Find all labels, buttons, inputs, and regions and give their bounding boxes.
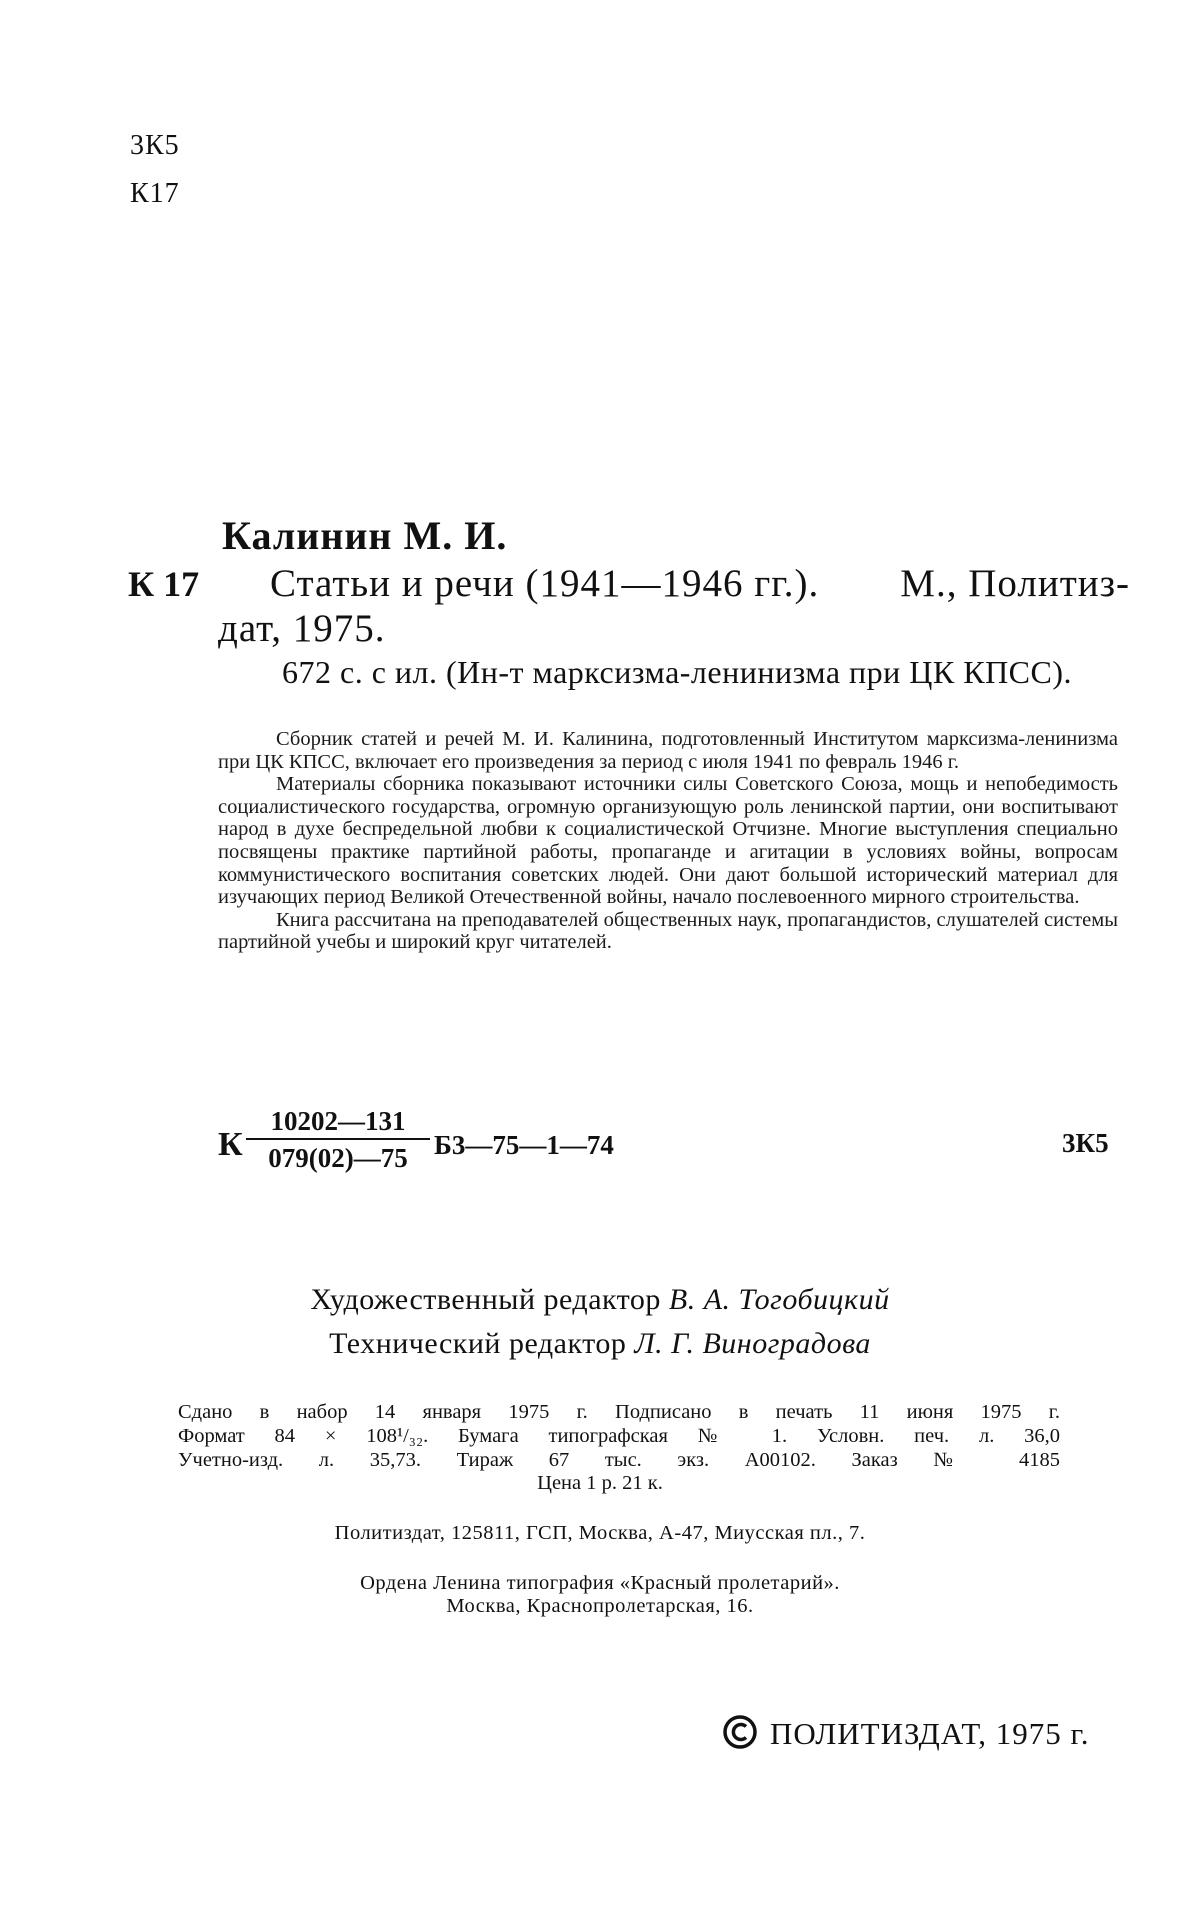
annotation-paragraph: Книга рассчитана на преподавателей общественных наук, пропагандистов, слушателей системы партийной учебы и широкий круг читателей. (218, 908, 1118, 954)
printer-name: Ордена Ленина типография «Красный пролетарий». (360, 1572, 840, 1594)
technical-editor-label: Технический редактор (329, 1327, 627, 1360)
formula-numerator: 10202—131 (270, 1106, 406, 1136)
book-title: Статьи и речи (1941—1946 гг.). (270, 562, 820, 605)
art-editor-label: Художественный редактор (310, 1283, 661, 1316)
copyright (722, 1714, 1089, 1752)
formula-denominator: 079(02)—75 (268, 1143, 408, 1173)
copyright-text: ПОЛИТИЗДАТ, 1975 г. (770, 1716, 1090, 1751)
copyright-icon (722, 1714, 758, 1750)
art-editor (0, 1283, 1200, 1317)
imprint (178, 1400, 1060, 1472)
card-index: К 17 (128, 564, 200, 604)
printer-address: Москва, Краснопролетарская, 16. (446, 1595, 754, 1617)
technical-editor (0, 1327, 1200, 1361)
annotation-paragraph: Материалы сборника показывают источники силы Советского Союза, мощь и непобедимость социалистического государства, огромную организующую роль ленинской партии, они воспитывают народ в духе беспредельной любви к социалистической Отчизне. Многие выступления специально посвящены практике партийной работы, пропаганде и агитации в условиях войны, вопросам коммунистического воспитания советских людей. Они дают большой исторический материал для изучающих период Великой Отечественной войны, начало послевоенного мирного строительства. (218, 773, 1118, 909)
classification-code-line2: К17 (130, 178, 180, 209)
book-title-line2: дат, 1975. (218, 607, 386, 650)
publisher-address: Политиздат, 125811, ГСП, Москва, А-47, Миусская пл., 7. (334, 1522, 866, 1544)
card-classification-code: 3К5 (1062, 1128, 1109, 1158)
annotation (218, 728, 1118, 954)
price: Цена 1 р. 21 к. (537, 1472, 663, 1494)
imprint-line: Сдано в набор 14 января 1975 г. Подписано в печать 11 июня 1975 г. (178, 1401, 1060, 1423)
publisher-place: М., Политиз- (900, 562, 1130, 605)
art-editor-name: В. А. Тогобицкий (668, 1283, 890, 1316)
imprint-line: Учетно-изд. л. 35,73. Тираж 67 тыс. экз. А00102. Заказ № 4185 (178, 1449, 1060, 1471)
pages-description: 672 с. с ил. (Ин-т марксизма-ленинизма при ЦК КПСС). (282, 654, 1073, 690)
formula-prefix: К (218, 1126, 243, 1163)
formula-fraction (244, 1104, 432, 1174)
imprint-line: Формат 84 × 108¹/₃₂. Бумага типографская № 1. Условн. печ. л. 36,0 (178, 1425, 1060, 1447)
author-name: Калинин М. И. (222, 513, 508, 558)
annotation-paragraph: Сборник статей и речей М. И. Калинина, подготовленный Институтом марксизма-ленинизма при ЦК КПСС, включает его произведения за период с июля 1941 по февраль 1946 г. (218, 728, 1118, 773)
formula-suffix: Б3—75—1—74 (434, 1130, 614, 1160)
technical-editor-name: Л. Г. Виноградова (634, 1327, 871, 1360)
book-title-line1 (270, 561, 1130, 606)
classification-code-line1: 3К5 (130, 130, 180, 161)
